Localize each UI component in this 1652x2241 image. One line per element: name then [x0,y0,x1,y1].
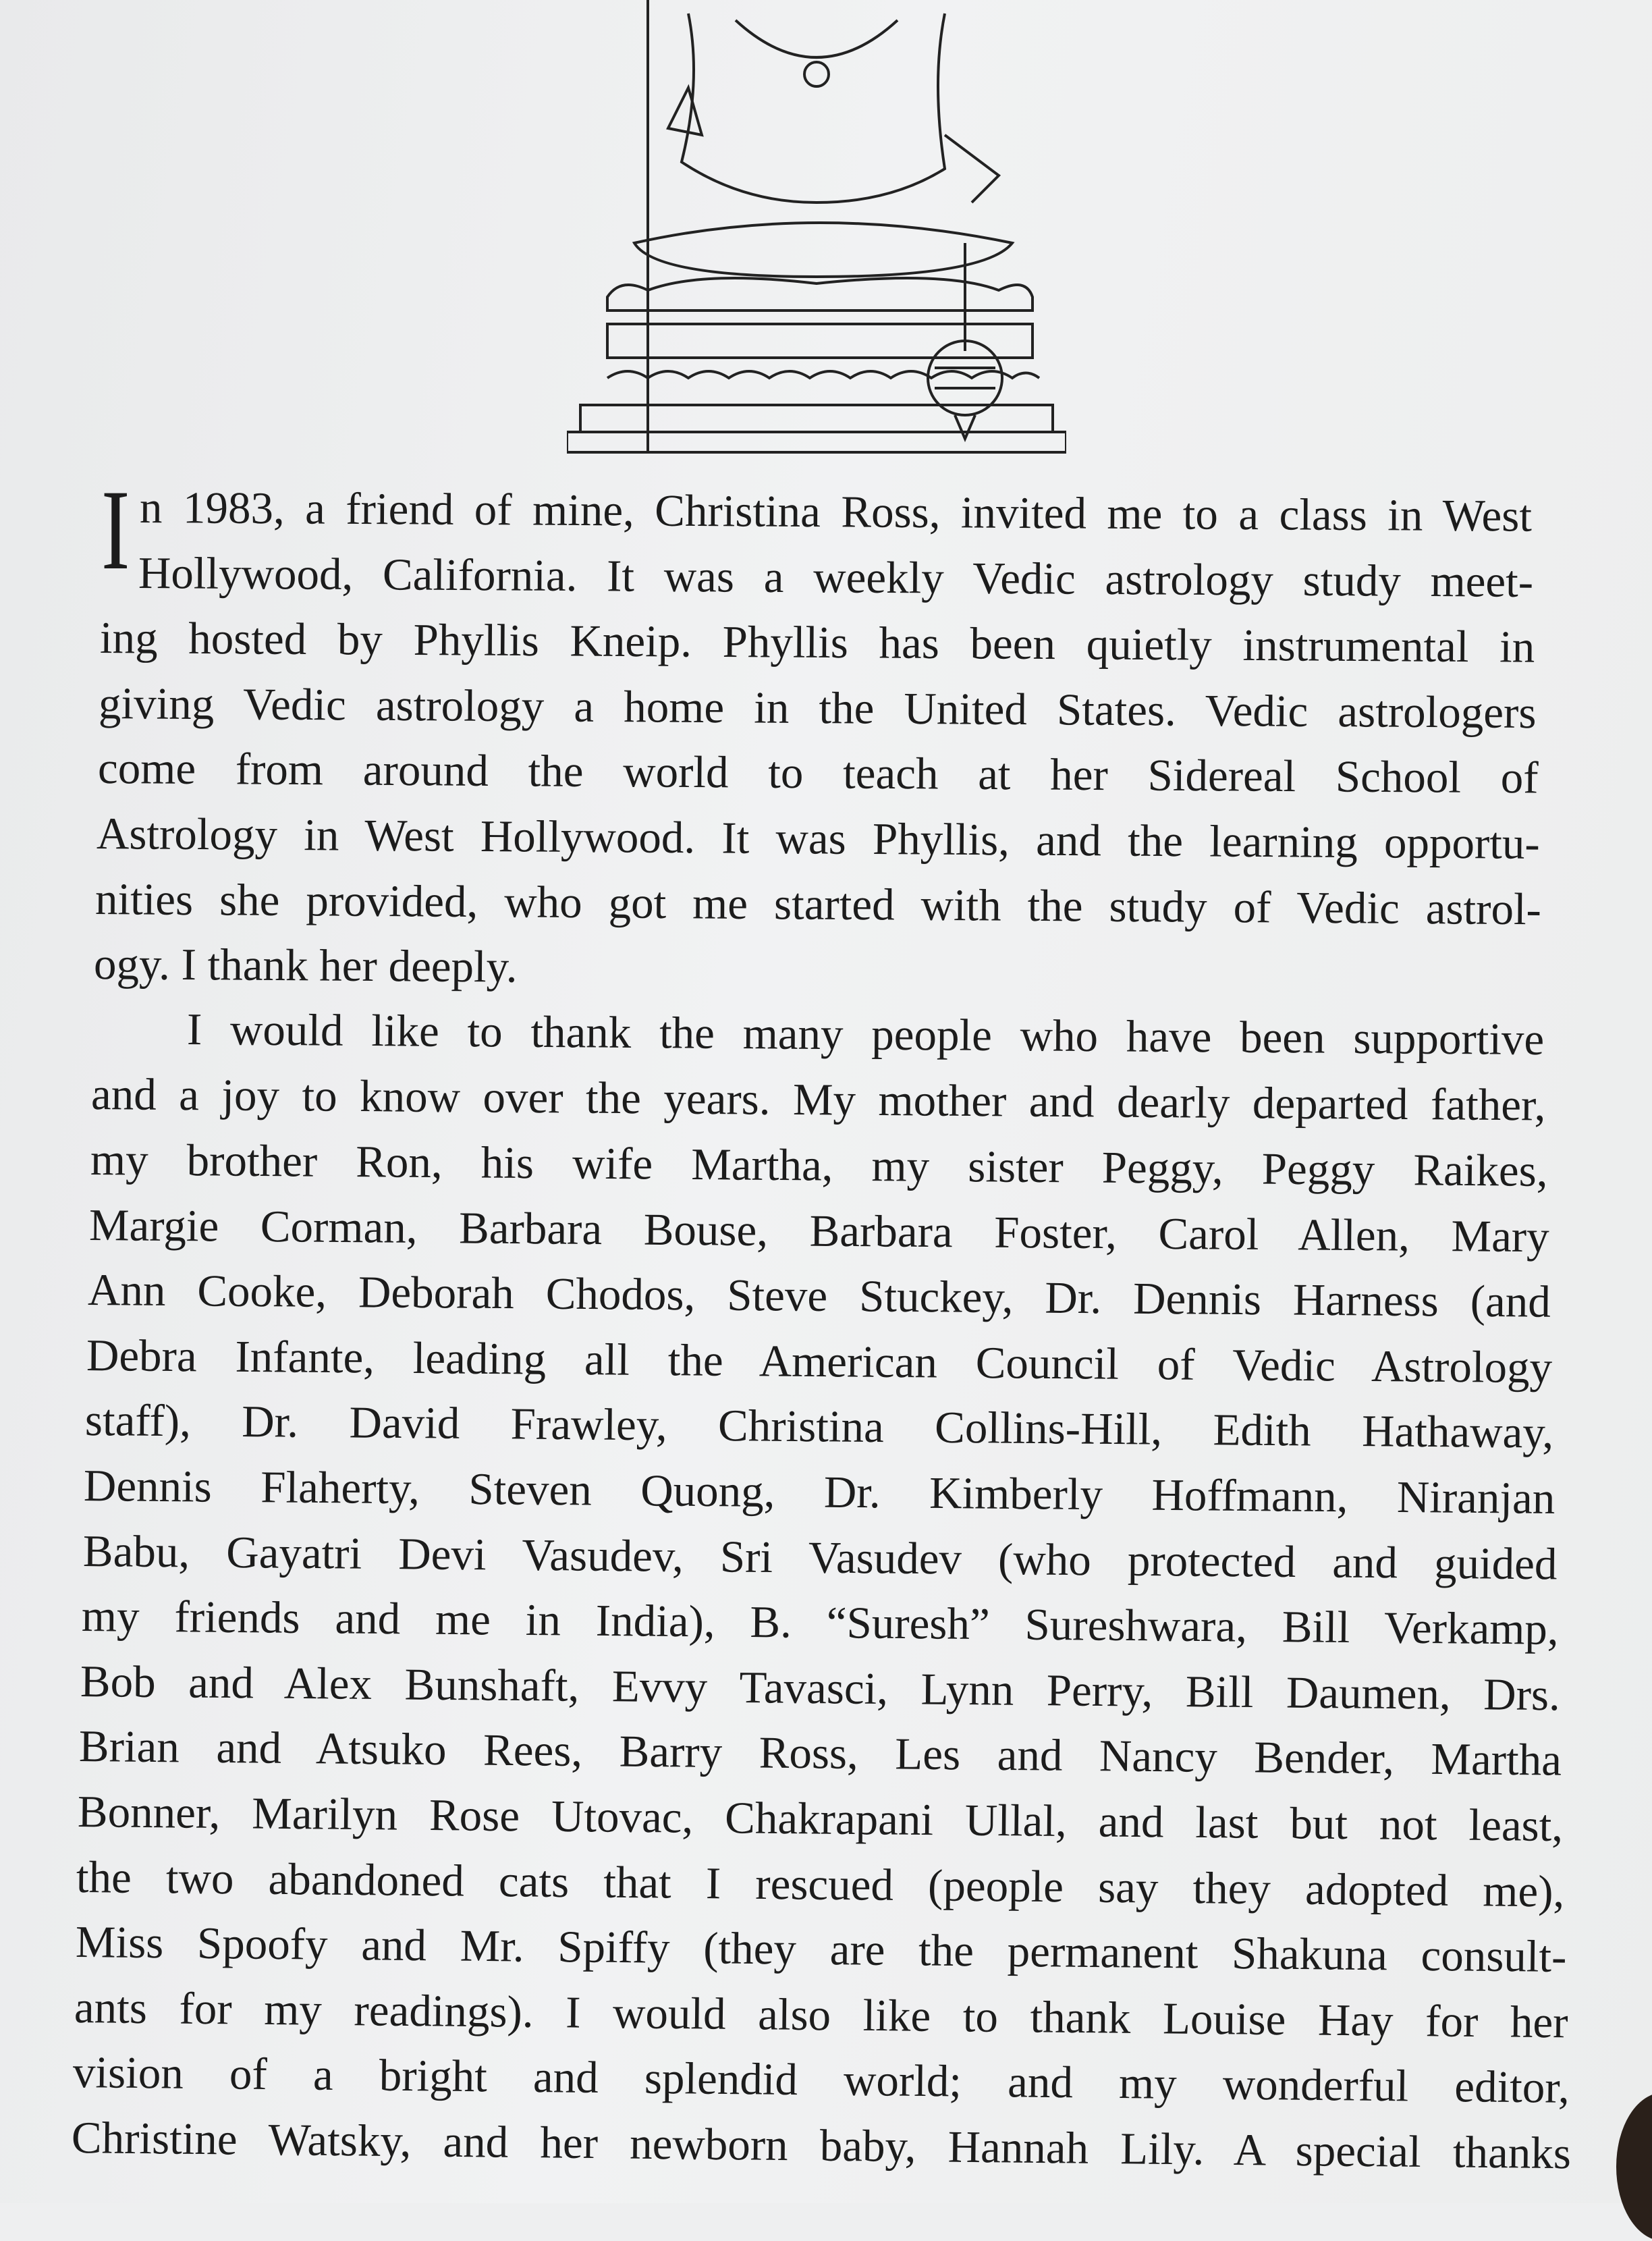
text-line: Brian and Atsuko Rees, Barry Ross, Les and Nancy Bender, Martha [78,1721,1562,1786]
text-line: Christine Watsky, and her newborn baby, Hannah Lily. A special thanks [71,2113,1572,2179]
text-line: and a joy to know over the years. My mother and dearly departed father, [91,1069,1547,1131]
text-line: Miss Spoofy and Mr. Spiffy (they are the permanent Shakuna consult- [75,1917,1567,1982]
figure-torso [682,14,945,202]
crossed-legs [634,223,1012,277]
text-line: Bob and Alex Bunshaft, Evvy Tavasci, Lynn Perry, Bill Daumen, Drs. [80,1656,1560,1721]
text-line: my brother Ron, his wife Martha, my sister Peggy, Peggy Raikes, [90,1135,1548,1196]
text-line: ogy. I thank her deeply. [93,939,518,992]
text-line: Margie Corman, Barbara Bouse, Barbara Foster, Carol Allen, Mary [88,1199,1549,1262]
text-line: nities she provided, who got me started with the study of Vedic astrol- [94,873,1542,934]
finger-shadow [1616,2092,1652,2241]
text-line: Babu, Gayatri Devi Vasudev, Sri Vasudev (who protected and guided [82,1526,1558,1590]
text-line: Hollywood, California. It was a weekly Vedic astrology study meet- [138,547,1534,607]
text-line: Astrology in West Hollywood. It was Phyllis, and the learning opportu- [96,809,1540,869]
pedestal-base [580,405,1053,432]
text-line: come from around the world to teach at her Sidereal School of [97,743,1539,803]
lotus-seat [607,278,1032,310]
text-line: Ann Cooke, Deborah Chodos, Steve Stuckey, Dr. Dennis Harness (and [87,1265,1551,1327]
paragraph-first-line: I would like to thank the many people who have been supportive [186,1004,1545,1064]
text-line: Bonner, Marilyn Rose Utovac, Chakrapani Ullal, and last but not least, [77,1787,1564,1852]
text-line: ants for my readings). I would also like to thank Louise Hay for her [74,1982,1568,2048]
text-line: Dennis Flaherty, Steven Quong, Dr. Kimberly Hoffmann, Niranjan [84,1461,1556,1524]
text-line: the two abandoned cats that I rescued (people say they adopted me), [76,1852,1565,1917]
paragraph-first-line: n 1983, a friend of mine, Christina Ross, invited me to a class in West [139,483,1533,541]
text-line: ing hosted by Phyllis Kneip. Phyllis has been quietly instrumental in [100,613,1535,672]
text-line: staff), Dr. David Frawley, Christina Collins-Hill, Edith Hathaway, [84,1395,1554,1459]
text-line: Debra Infante, leading all the American Council of Vedic Astrology [86,1330,1553,1393]
text-line: giving Vedic astrology a home in the United States. Vedic astrologers [99,678,1537,738]
text-line: my friends and me in India), B. “Suresh” Sureshwara, Bill Verkamp, [81,1591,1559,1655]
deity-illustration [567,0,1066,466]
drop-cap: I [101,466,130,593]
text-line: vision of a bright and splendid world; and my wonderful editor, [72,2047,1570,2113]
